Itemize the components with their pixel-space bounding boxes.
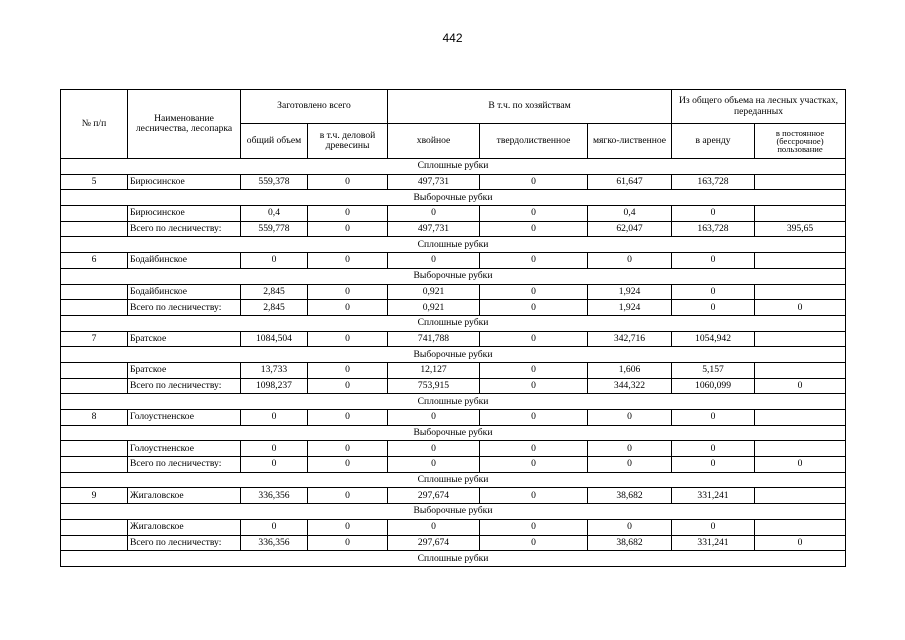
header-total-volume: общий объем	[241, 124, 308, 159]
cell-total-volume: 0,4	[241, 206, 308, 222]
cell-hardwood: 0	[480, 378, 588, 394]
cell-total-volume: 1098,237	[241, 378, 308, 394]
cell-total-volume: 0	[241, 457, 308, 473]
cell-permanent-use	[755, 331, 846, 347]
cell-permanent-use	[755, 284, 846, 300]
cell-hardwood: 0	[480, 206, 588, 222]
cell-softwood: 0	[588, 441, 672, 457]
cell-hardwood: 0	[480, 300, 588, 316]
cell-softwood: 1,924	[588, 284, 672, 300]
cell-commercial: 0	[308, 221, 388, 237]
cell-coniferous: 297,674	[388, 488, 480, 504]
cell-permanent-use: 0	[755, 535, 846, 551]
cell-permanent-use	[755, 206, 846, 222]
cell-softwood: 0	[588, 519, 672, 535]
cell-hardwood: 0	[480, 535, 588, 551]
cell-num: 7	[61, 331, 128, 347]
cell-coniferous: 0	[388, 457, 480, 473]
cell-hardwood: 0	[480, 441, 588, 457]
cell-coniferous: 0	[388, 253, 480, 269]
cell-total-volume: 1084,504	[241, 331, 308, 347]
cell-permanent-use	[755, 410, 846, 426]
table-row	[61, 331, 846, 347]
cell-name: Голоустненское	[128, 441, 241, 457]
cell-coniferous: 753,915	[388, 378, 480, 394]
cell-num	[61, 457, 128, 473]
cell-hardwood: 0	[480, 457, 588, 473]
section-header-row	[61, 347, 846, 363]
cell-commercial: 0	[308, 457, 388, 473]
header-coniferous: хвойное	[388, 124, 480, 159]
cell-softwood: 1,606	[588, 362, 672, 378]
cell-permanent-use: 0	[755, 300, 846, 316]
cell-total-volume: 0	[241, 253, 308, 269]
section-label: Сплошные рубки	[61, 551, 846, 567]
cell-softwood: 344,322	[588, 378, 672, 394]
cell-name: Всего по лесничеству:	[128, 535, 241, 551]
cell-hardwood: 0	[480, 488, 588, 504]
cell-num: 5	[61, 174, 128, 190]
cell-lease: 0	[672, 441, 755, 457]
cell-commercial: 0	[308, 253, 388, 269]
cell-permanent-use	[755, 362, 846, 378]
table-row	[61, 535, 846, 551]
cell-softwood: 0	[588, 253, 672, 269]
cell-num	[61, 221, 128, 237]
table-row	[61, 378, 846, 394]
cell-coniferous: 0	[388, 206, 480, 222]
cell-commercial: 0	[308, 174, 388, 190]
cell-total-volume: 336,356	[241, 488, 308, 504]
section-header-row	[61, 268, 846, 284]
header-name: Наименование лесничества, лесопарка	[128, 90, 241, 159]
header-permanent-use: в постоянное (бессрочное) пользование	[755, 124, 846, 159]
header-softwood: мягко-лиственное	[588, 124, 672, 159]
table-row	[61, 488, 846, 504]
table-row	[61, 519, 846, 535]
cell-lease: 0	[672, 519, 755, 535]
cell-hardwood: 0	[480, 284, 588, 300]
cell-num: 8	[61, 410, 128, 426]
cell-hardwood: 0	[480, 362, 588, 378]
cell-lease: 0	[672, 206, 755, 222]
cell-commercial: 0	[308, 284, 388, 300]
cell-name: Всего по лесничеству:	[128, 221, 241, 237]
cell-hardwood: 0	[480, 221, 588, 237]
cell-lease: 163,728	[672, 174, 755, 190]
header-incl-commercial: в т.ч. деловой древесины	[308, 124, 388, 159]
section-label: Сплошные рубки	[61, 159, 846, 175]
cell-coniferous: 0	[388, 441, 480, 457]
cell-total-volume: 559,778	[241, 221, 308, 237]
table-row	[61, 410, 846, 426]
cell-softwood: 38,682	[588, 535, 672, 551]
table-header	[61, 90, 846, 159]
cell-commercial: 0	[308, 519, 388, 535]
cell-commercial: 0	[308, 300, 388, 316]
section-header-row	[61, 190, 846, 206]
section-header-row	[61, 159, 846, 175]
section-header-row	[61, 504, 846, 520]
table-row	[61, 253, 846, 269]
cell-name: Бирюсинское	[128, 206, 241, 222]
cell-softwood: 342,716	[588, 331, 672, 347]
cell-num: 6	[61, 253, 128, 269]
cell-total-volume: 0	[241, 410, 308, 426]
cell-lease: 0	[672, 284, 755, 300]
cell-commercial: 0	[308, 535, 388, 551]
table-row	[61, 457, 846, 473]
cell-total-volume: 0	[241, 441, 308, 457]
cell-softwood: 1,924	[588, 300, 672, 316]
cell-softwood: 0	[588, 410, 672, 426]
harvest-table	[60, 89, 846, 567]
table-row	[61, 300, 846, 316]
cell-softwood: 0	[588, 457, 672, 473]
cell-commercial: 0	[308, 488, 388, 504]
cell-total-volume: 13,733	[241, 362, 308, 378]
cell-total-volume: 336,356	[241, 535, 308, 551]
section-label: Выборочные рубки	[61, 425, 846, 441]
section-header-row	[61, 551, 846, 567]
cell-name: Братское	[128, 362, 241, 378]
cell-name: Жигаловское	[128, 488, 241, 504]
header-by-farms: В т.ч. по хозяйствам	[388, 90, 672, 124]
cell-total-volume: 559,378	[241, 174, 308, 190]
cell-permanent-use	[755, 253, 846, 269]
cell-name: Братское	[128, 331, 241, 347]
section-label: Сплошные рубки	[61, 394, 846, 410]
table-row	[61, 174, 846, 190]
cell-commercial: 0	[308, 362, 388, 378]
section-header-row	[61, 472, 846, 488]
cell-commercial: 0	[308, 378, 388, 394]
cell-total-volume: 2,845	[241, 284, 308, 300]
section-header-row	[61, 394, 846, 410]
cell-lease: 0	[672, 410, 755, 426]
cell-coniferous: 0,921	[388, 284, 480, 300]
cell-num	[61, 362, 128, 378]
cell-lease: 5,157	[672, 362, 755, 378]
cell-name: Голоустненское	[128, 410, 241, 426]
cell-coniferous: 0	[388, 410, 480, 426]
section-label: Выборочные рубки	[61, 268, 846, 284]
cell-num: 9	[61, 488, 128, 504]
cell-lease: 0	[672, 253, 755, 269]
section-header-row	[61, 425, 846, 441]
page-number: 442	[442, 31, 463, 45]
section-label: Сплошные рубки	[61, 237, 846, 253]
section-label: Выборочные рубки	[61, 504, 846, 520]
cell-num	[61, 441, 128, 457]
section-header-row	[61, 315, 846, 331]
section-label: Сплошные рубки	[61, 315, 846, 331]
cell-num	[61, 378, 128, 394]
cell-permanent-use	[755, 519, 846, 535]
cell-softwood: 0,4	[588, 206, 672, 222]
cell-coniferous: 12,127	[388, 362, 480, 378]
section-label: Сплошные рубки	[61, 472, 846, 488]
cell-lease: 163,728	[672, 221, 755, 237]
cell-lease: 1054,942	[672, 331, 755, 347]
cell-coniferous: 297,674	[388, 535, 480, 551]
cell-lease: 331,241	[672, 535, 755, 551]
table-row	[61, 284, 846, 300]
section-header-row	[61, 237, 846, 253]
table-row	[61, 441, 846, 457]
section-label: Выборочные рубки	[61, 347, 846, 363]
cell-lease: 331,241	[672, 488, 755, 504]
cell-total-volume: 2,845	[241, 300, 308, 316]
cell-softwood: 62,047	[588, 221, 672, 237]
cell-hardwood: 0	[480, 253, 588, 269]
header-num: № п/п	[61, 90, 128, 159]
cell-num	[61, 206, 128, 222]
cell-name: Бодайбинское	[128, 284, 241, 300]
cell-coniferous: 0	[388, 519, 480, 535]
cell-coniferous: 0,921	[388, 300, 480, 316]
header-lease: в аренду	[672, 124, 755, 159]
cell-name: Всего по лесничеству:	[128, 300, 241, 316]
header-harvested-total: Заготовлено всего	[241, 90, 388, 124]
cell-num	[61, 284, 128, 300]
cell-commercial: 0	[308, 331, 388, 347]
cell-coniferous: 741,788	[388, 331, 480, 347]
table-row	[61, 362, 846, 378]
cell-name: Всего по лесничеству:	[128, 378, 241, 394]
cell-permanent-use: 0	[755, 457, 846, 473]
cell-permanent-use	[755, 174, 846, 190]
header-from-total: Из общего объема на лесных участках, переданных	[672, 90, 846, 124]
cell-commercial: 0	[308, 441, 388, 457]
cell-permanent-use	[755, 488, 846, 504]
cell-hardwood: 0	[480, 331, 588, 347]
cell-softwood: 61,647	[588, 174, 672, 190]
cell-num	[61, 535, 128, 551]
cell-coniferous: 497,731	[388, 174, 480, 190]
cell-hardwood: 0	[480, 410, 588, 426]
cell-permanent-use	[755, 441, 846, 457]
cell-name: Бодайбинское	[128, 253, 241, 269]
cell-name: Бирюсинское	[128, 174, 241, 190]
table-row	[61, 206, 846, 222]
cell-hardwood: 0	[480, 174, 588, 190]
header-hardwood: твердолиственное	[480, 124, 588, 159]
cell-num	[61, 300, 128, 316]
cell-hardwood: 0	[480, 519, 588, 535]
cell-name: Всего по лесничеству:	[128, 457, 241, 473]
cell-commercial: 0	[308, 410, 388, 426]
cell-name: Жигаловское	[128, 519, 241, 535]
cell-num	[61, 519, 128, 535]
section-label: Выборочные рубки	[61, 190, 846, 206]
cell-lease: 0	[672, 457, 755, 473]
cell-coniferous: 497,731	[388, 221, 480, 237]
table-row	[61, 221, 846, 237]
cell-total-volume: 0	[241, 519, 308, 535]
cell-permanent-use: 395,65	[755, 221, 846, 237]
cell-commercial: 0	[308, 206, 388, 222]
cell-permanent-use: 0	[755, 378, 846, 394]
cell-softwood: 38,682	[588, 488, 672, 504]
cell-lease: 1060,099	[672, 378, 755, 394]
table-body	[61, 159, 846, 567]
cell-lease: 0	[672, 300, 755, 316]
